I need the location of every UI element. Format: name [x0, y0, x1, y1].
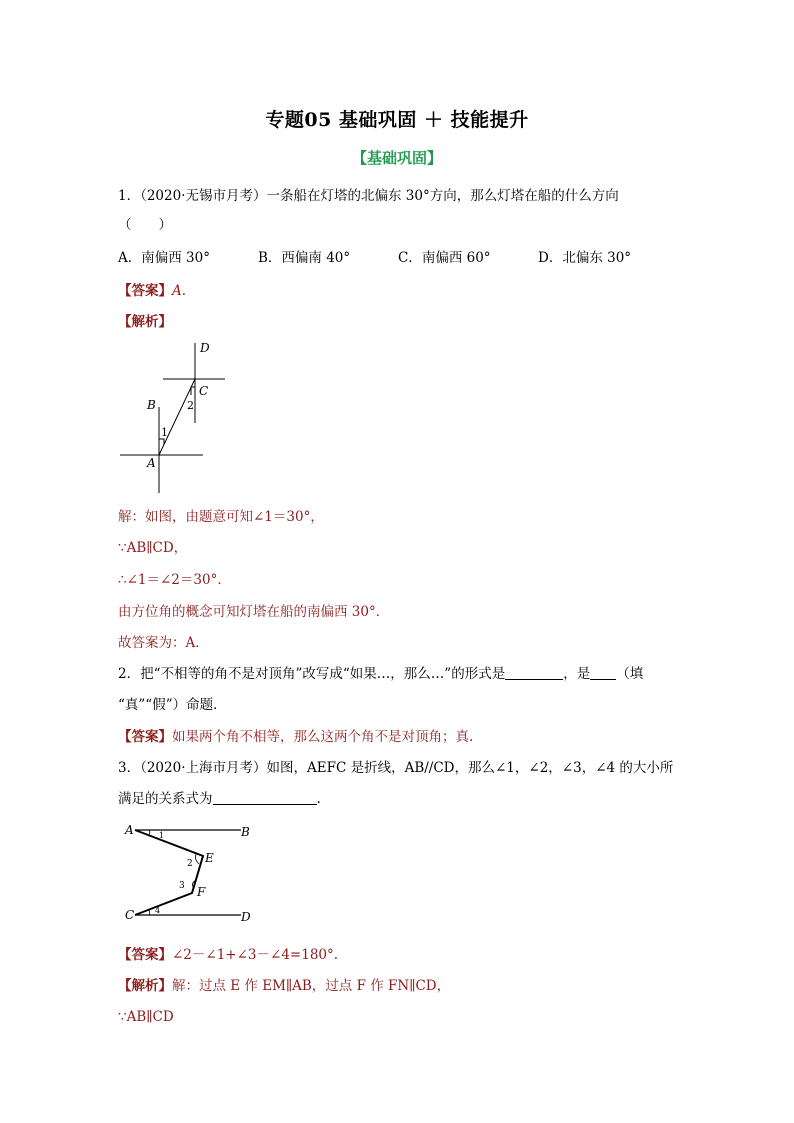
q3-fig-angle-2: 2: [187, 859, 193, 869]
q2-blank-1: [505, 665, 563, 680]
q3-stem-line-1: 3．（2020·上海市月考）如图，AEFC 是折线，AB//CD，那么∠1，∠2，∠3，∠4 的大小所: [118, 760, 674, 776]
q3-fig-label-b: B: [241, 825, 250, 839]
q2-stem-part-c: （填: [616, 666, 644, 682]
q3-answer: [118, 945, 338, 965]
q1-answer-value: A.: [172, 283, 187, 299]
q3-fig-angle-1: 1: [159, 831, 165, 840]
q2-stem: [118, 664, 643, 684]
q3-blank: [213, 790, 317, 805]
q3-fig-label-c: C: [125, 908, 135, 922]
q1-option-c: C．南偏西 60°: [398, 250, 491, 266]
q3-figure: [115, 818, 265, 928]
page-title: 专题05 基础巩固 ＋ 技能提升: [265, 109, 529, 131]
q1-option-d: D．北偏东 30°: [538, 250, 632, 266]
q1-answer-label: 【答案】: [118, 283, 172, 299]
section-title: 【基础巩固】: [351, 149, 442, 167]
q1-options: [118, 248, 631, 268]
q1-option-b: B．西偏南 40°: [258, 250, 351, 266]
q3-fig-angle-4: 4: [155, 906, 161, 915]
q1-solution-line-3: ∴∠1＝∠2＝30°．: [118, 572, 231, 588]
q2-stem-part-a: 2．把“不相等的角不是对顶角”改写成“如果…，那么…”的形式是: [118, 666, 506, 682]
q1-answer: [118, 281, 186, 301]
q1-fig-angle-2: 2: [187, 399, 194, 412]
q2-stem-line-2: “真”“假”）命题．: [118, 697, 227, 713]
q1-fig-label-d: D: [200, 341, 210, 355]
q3-fig-label-f: F: [197, 885, 206, 899]
q1-fig-angle-1: 1: [161, 426, 168, 439]
q3-analysis-text: 解：过点 E 作 EM∥AB，过点 F 作 FN∥CD，: [172, 978, 451, 994]
q1-fig-label-b: B: [147, 398, 156, 412]
q2-blank-2: [590, 665, 616, 680]
q3-stem-line-2: [118, 789, 321, 809]
q2-answer-value: 如果两个角不相等，那么这两个角不是对顶角；真.: [172, 729, 474, 745]
q2-answer-label: 【答案】: [118, 729, 172, 745]
q1-analysis-label: 【解析】: [118, 314, 172, 330]
q3-fig-label-a: A: [125, 823, 134, 837]
q3-fig-label-d: D: [241, 910, 251, 924]
q1-solution-line-5: 故答案为：A．: [118, 635, 209, 651]
q1-solution-line-1: 解：如图，由题意可知∠1＝30°，: [118, 509, 324, 525]
q2-stem-part-b: ，是: [563, 666, 591, 682]
q1-stem: 1．（2020·无锡市月考）一条船在灯塔的北偏东 30°方向，那么灯塔在船的什么方向: [118, 188, 619, 204]
q3-analysis: [118, 976, 450, 996]
q1-solution-line-4: 由方位角的概念可知灯塔在船的南偏西 30°．: [118, 604, 390, 620]
q2-answer: [118, 727, 473, 747]
q1-solution-line-2: ∵AB∥CD，: [118, 540, 188, 556]
q3-answer-value: ∠2－∠1+∠3－∠4=180°.: [172, 947, 339, 963]
q1-fig-label-c: C: [199, 384, 209, 398]
q1-figure: [115, 335, 245, 500]
q3-answer-label: 【答案】: [118, 947, 172, 963]
q1-option-a: A．南偏西 30°: [118, 250, 210, 266]
q1-paren: （ ）: [118, 217, 172, 233]
q3-stem-end: .: [316, 791, 321, 807]
q1-fig-label-a: A: [147, 456, 156, 470]
q3-analysis-label: 【解析】: [118, 978, 172, 994]
q3-fig-label-e: E: [205, 851, 214, 865]
q3-fig-angle-3: 3: [179, 881, 185, 891]
q3-stem-text: 满足的关系式为: [118, 791, 213, 807]
q3-last-line: ∵AB∥CD: [118, 1009, 174, 1025]
